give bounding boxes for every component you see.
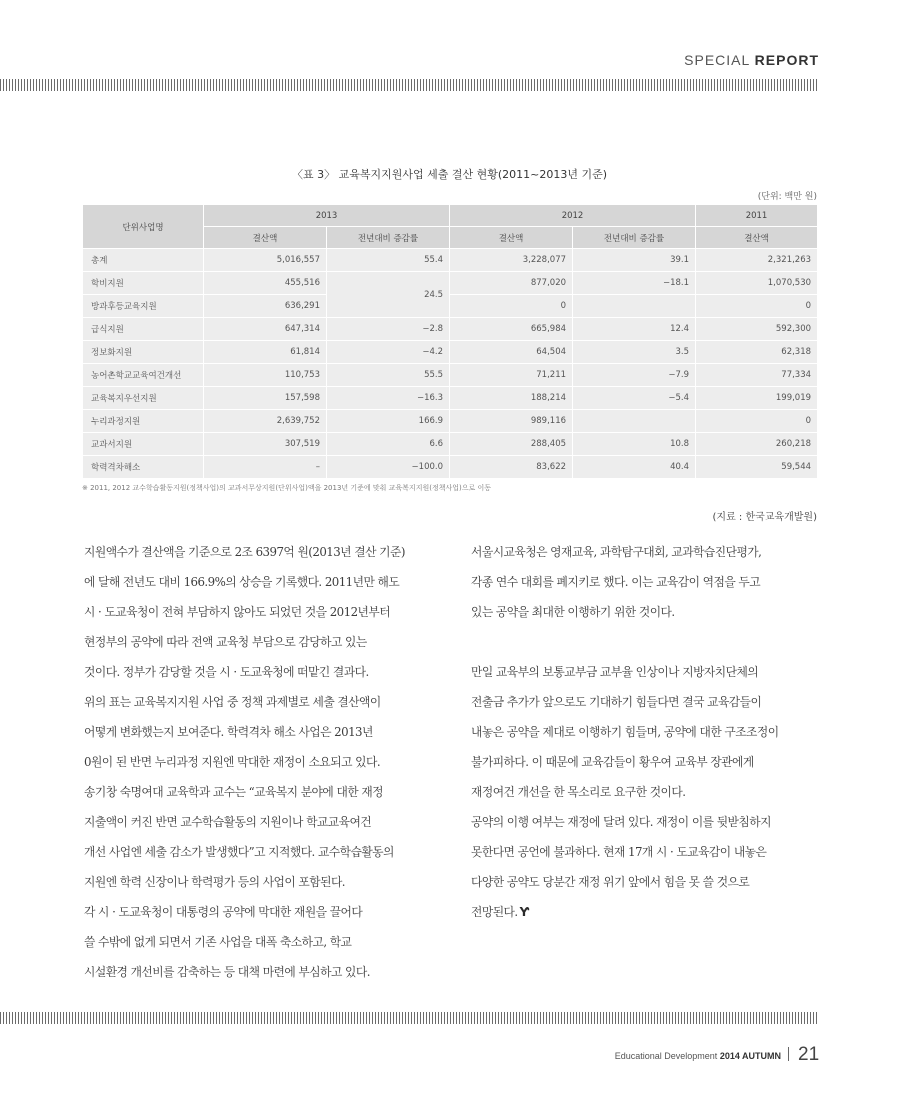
table-row (83, 410, 818, 433)
footer-divider (788, 1047, 789, 1061)
cell-rate-2012: 39.1 (573, 249, 696, 272)
body-column-right (471, 537, 816, 927)
cell-rate-2013: 55.5 (327, 364, 450, 387)
cell-rate-2013: −2.8 (327, 318, 450, 341)
cell-rate-2012: −5.4 (573, 387, 696, 410)
cell-amount-2012: 989,116 (450, 410, 573, 433)
cell-unit-name: 방과후등교육지원 (83, 295, 204, 318)
cell-unit-name: 교육복지우선지원 (83, 387, 204, 410)
cell-amount-2013: 5,016,557 (204, 249, 327, 272)
cell-rate-2013: −16.3 (327, 387, 450, 410)
cell-rate-2012: 40.4 (573, 456, 696, 479)
cell-amount-2013: 157,598 (204, 387, 327, 410)
cell-amount-2012: 288,405 (450, 433, 573, 456)
paragraph: 각 시 · 도교육청이 대통령의 공약에 막대한 재원을 끌어다 쓸 수밖에 없게 되면서 기존 사업을 대폭 축소하고, 학교 시설환경 개선비를 감축하는 등 대책 마련에 부심하고 있다. (84, 905, 370, 979)
table-row (83, 387, 818, 410)
cell-amount-2012: 3,228,077 (450, 249, 573, 272)
paragraph: 만일 교육부의 보통교부금 교부율 인상이나 지방자치단체의 전출금 추가가 앞으로도 기대하기 힘들다면 결국 교육감들이 내놓은 공약을 제대로 이행하기 힘들며, 공약에 대한 구조조정이 불가피하다. 이 때문에 교육감들이 황우여 교육부 장관에게 재정여건 개선을 한 목소리로 요구한 것이다. (471, 665, 779, 799)
cell-unit-name: 급식지원 (83, 318, 204, 341)
table-footnote: ※ 2011, 2012 교수학습활동지원(정책사업)의 교과서무상지원(단위사업)액을 2013년 기준에 맞춰 교육복지지원(정책사업)으로 이동 (82, 484, 491, 492)
cell-rate-2012: 12.4 (573, 318, 696, 341)
cell-rate-2012 (573, 410, 696, 433)
cell-rate-2012: 10.8 (573, 433, 696, 456)
cell-amount-2011: 0 (696, 295, 818, 318)
table-unit: (단위: 백만 원) (757, 192, 817, 202)
table-body (83, 249, 818, 479)
cell-unit-name: 정보화지원 (83, 341, 204, 364)
cell-rate-2013: −4.2 (327, 341, 450, 364)
issue-label: 2014 AUTUMN (719, 1051, 781, 1061)
cell-amount-2011: 1,070,530 (696, 272, 818, 295)
header-year-2013: 2013 (204, 205, 450, 227)
cell-amount-2012: 188,214 (450, 387, 573, 410)
cell-amount-2011: 260,218 (696, 433, 818, 456)
table-row (83, 249, 818, 272)
cell-unit-name: 농어촌학교교육여건개선 (83, 364, 204, 387)
cell-rate-2012 (573, 295, 696, 318)
footer-magazine (615, 1051, 781, 1061)
cell-amount-2013: 636,291 (204, 295, 327, 318)
cell-unit-name: 교과서지원 (83, 433, 204, 456)
cell-amount-2012: 877,020 (450, 272, 573, 295)
cell-amount-2013: 647,314 (204, 318, 327, 341)
bottom-stripe-divider (0, 1012, 818, 1024)
table-row (83, 318, 818, 341)
cell-amount-2011: 59,544 (696, 456, 818, 479)
cell-rate-2013: 55.4 (327, 249, 450, 272)
body-column-left (84, 537, 429, 987)
table-row (83, 272, 818, 295)
cell-rate-2012: −18.1 (573, 272, 696, 295)
cell-amount-2011: 77,334 (696, 364, 818, 387)
table-row (83, 295, 818, 318)
cell-amount-2012: 71,211 (450, 364, 573, 387)
page-number: 21 (798, 1044, 820, 1065)
end-mark-icon: Ƴ (519, 905, 529, 919)
paragraph-text: 공약의 이행 여부는 재정에 달려 있다. 재정이 이를 뒷받침하지 못한다면 공언에 불과하다. 현재 17개 시 · 도교육감이 내놓은 다양한 공약도 당분간 재정 위기 앞에서 힘을 못 쓸 것으로 전망된다. (471, 815, 771, 919)
cell-unit-name: 학비지원 (83, 272, 204, 295)
cell-amount-2013: 307,519 (204, 433, 327, 456)
cell-rate-2013-merged: 24.5 (327, 272, 450, 318)
subheader-amount-2011: 결산액 (696, 227, 818, 249)
cell-amount-2013: – (204, 456, 327, 479)
cell-rate-2013: −100.0 (327, 456, 450, 479)
paragraph: 위의 표는 교육복지지원 사업 중 정책 과제별로 세출 결산액이 어떻게 변화했는지 보여준다. 학력격차 해소 사업은 2013년 0원이 된 반면 누리과정 지원엔 막대한 재정이 소요되고 있다. (84, 695, 381, 769)
cell-rate-2012: 3.5 (573, 341, 696, 364)
section-label-bold: REPORT (754, 52, 819, 68)
cell-amount-2011: 199,019 (696, 387, 818, 410)
cell-amount-2011: 0 (696, 410, 818, 433)
magazine-name: Educational Development (614, 1051, 718, 1061)
cell-amount-2012: 0 (450, 295, 573, 318)
section-label-light: SPECIAL (684, 52, 750, 68)
table-row (83, 433, 818, 456)
paragraph-last (471, 807, 816, 927)
paragraph: 송기창 숙명여대 교육학과 교수는 “교육복지 분야에 대한 재정 지출액이 커진 반면 교수학습활동의 지원이나 학교교육여건 개선 사업엔 세출 감소가 발생했다”고 지적했다. 교수학습활동의 지원엔 학력 신장이나 학력평가 등의 사업이 포함된다. (84, 785, 394, 889)
cell-amount-2013: 110,753 (204, 364, 327, 387)
cell-amount-2011: 592,300 (696, 318, 818, 341)
cell-amount-2012: 665,984 (450, 318, 573, 341)
header-unit-name: 단위사업명 (83, 205, 204, 249)
cell-amount-2012: 83,622 (450, 456, 573, 479)
table-row (83, 364, 818, 387)
table-row (83, 341, 818, 364)
cell-unit-name: 총계 (83, 249, 204, 272)
subheader-amount-2013: 결산액 (204, 227, 327, 249)
cell-amount-2012: 64,504 (450, 341, 573, 364)
section-header (684, 52, 819, 68)
cell-amount-2013: 455,516 (204, 272, 327, 295)
cell-amount-2013: 61,814 (204, 341, 327, 364)
welfare-budget-table (82, 204, 818, 479)
cell-unit-name: 학력격차해소 (83, 456, 204, 479)
subheader-rate-2012: 전년대비 증감률 (573, 227, 696, 249)
header-year-2011: 2011 (696, 205, 818, 227)
cell-rate-2013: 166.9 (327, 410, 450, 433)
top-stripe-divider (0, 79, 818, 91)
paragraph: 서울시교육청은 영재교육, 과학탐구대회, 교과학습진단평가, 각종 연수 대회를 폐지키로 했다. 이는 교육감이 역점을 두고 있는 공약을 최대한 이행하기 위한 것이다. (471, 545, 762, 619)
header-year-2012: 2012 (450, 205, 696, 227)
table-title: 〈표 3〉 교육복지지원사업 세출 결산 현황(2011~2013년 기준) (291, 168, 608, 181)
cell-rate-2013: 6.6 (327, 433, 450, 456)
cell-amount-2011: 62,318 (696, 341, 818, 364)
subheader-rate-2013: 전년대비 증감률 (327, 227, 450, 249)
cell-amount-2011: 2,321,263 (696, 249, 818, 272)
cell-amount-2013: 2,639,752 (204, 410, 327, 433)
subheader-amount-2012: 결산액 (450, 227, 573, 249)
paragraph: 지원액수가 결산액을 기준으로 2조 6397억 원(2013년 결산 기준) 에 달해 전년도 대비 166.9%의 상승을 기록했다. 2011년만 해도 시 · 도교육청이 전혀 부담하지 않아도 되었던 것을 2012년부터 현정부의 공약에 따라 전액 교육청 부담으로 감당하고 있는 것이다. 정부가 감당할 것을 시 · 도교육청에 떠맡긴 결과다. (84, 545, 405, 679)
table-row (83, 456, 818, 479)
table-source: (지료 : 한국교육개발원) (712, 512, 817, 523)
cell-unit-name: 누리과정지원 (83, 410, 204, 433)
cell-rate-2012: −7.9 (573, 364, 696, 387)
